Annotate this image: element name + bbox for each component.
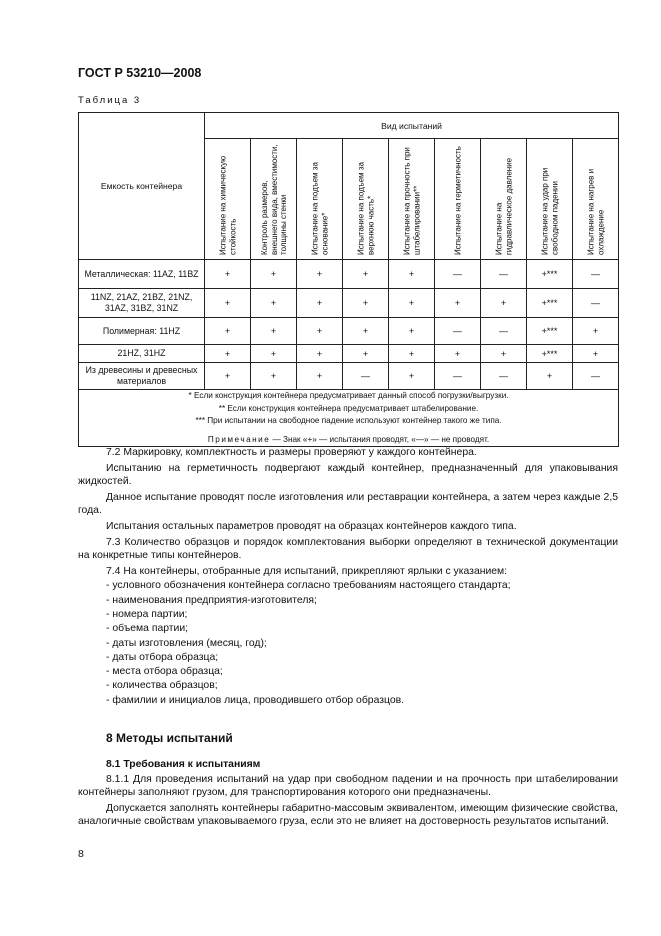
- table-cell: +: [205, 363, 251, 390]
- paragraph: Допускается заполнять контейнеры габаритно-массовым эквивалентом, имеющим физические свойства, аналогичные свойствам упаковываемого груза, если это не влияет на достоверность результатов испытаний.: [78, 803, 618, 827]
- row-label: 21HZ, 31HZ: [79, 345, 205, 363]
- column-header: [435, 139, 481, 260]
- table-cell: +: [205, 260, 251, 289]
- list-item: - даты отбора образца;: [106, 652, 219, 663]
- table-cell: +: [251, 260, 297, 289]
- table-cell: +: [389, 345, 435, 363]
- footnote: ** Если конструкция контейнера предусматривает штабелирование.: [218, 403, 479, 413]
- column-header-label: Испытание на удар при свободном падении: [540, 167, 559, 255]
- column-header: [297, 139, 343, 260]
- table-cell: —: [343, 363, 389, 390]
- table-cell: +: [343, 289, 389, 318]
- table-cell: +***: [527, 318, 573, 345]
- row-label: Металлическая: 11AZ, 11BZ: [79, 260, 205, 289]
- column-header: [573, 139, 619, 260]
- list-item: - фамилии и инициалов лица, проводившего отбор образцов.: [106, 695, 405, 706]
- table-row: [79, 363, 619, 390]
- list-item: - даты изготовления (месяц, год);: [106, 638, 267, 649]
- table-cell: —: [435, 363, 481, 390]
- column-header: [343, 139, 389, 260]
- table-cell: +: [297, 318, 343, 345]
- table-cell: +: [389, 260, 435, 289]
- paragraph: Испытания остальных параметров проводят на образцах контейнеров каждого типа.: [106, 521, 517, 532]
- table-cell: —: [573, 289, 619, 318]
- table-cell: +: [435, 289, 481, 318]
- column-header-label: Испытание на прочность при штабелировании**: [402, 147, 421, 255]
- list-item: - условного обозначения контейнера согласно требованиям настоящего стандарта;: [106, 580, 511, 591]
- table-cell: +: [573, 345, 619, 363]
- list-item: - места отбора образца;: [106, 666, 223, 677]
- table-cell: +: [251, 345, 297, 363]
- table-cell: +: [205, 345, 251, 363]
- paragraph: Испытанию на герметичность подвергают каждый контейнер, предназначенный для упаковывания жидкостей.: [78, 463, 618, 487]
- note-label: Примечание: [207, 434, 271, 444]
- table-cell: +: [389, 363, 435, 390]
- table-caption: Таблица 3: [78, 95, 142, 106]
- document-header: ГОСТ Р 53210—2008: [78, 66, 202, 80]
- column-header-label: Испытание на нагрев и охлаждение: [586, 168, 605, 255]
- table-cell: +: [527, 363, 573, 390]
- table-cell: +: [481, 345, 527, 363]
- table-cell: +: [343, 318, 389, 345]
- list-item: - объема партии;: [106, 623, 189, 634]
- table-cell: +: [297, 289, 343, 318]
- table-cell: +: [435, 345, 481, 363]
- list-item: - количества образцов;: [106, 680, 218, 691]
- row-label: 11NZ, 21AZ, 21BZ, 21NZ, 31AZ, 31BZ, 31NZ: [79, 289, 205, 318]
- table-cell: +***: [527, 260, 573, 289]
- table-cell: —: [573, 363, 619, 390]
- table-cell: +: [297, 260, 343, 289]
- row-label: Полимерная: 11HZ: [79, 318, 205, 345]
- table-cell: +***: [527, 289, 573, 318]
- paragraph: Данное испытание проводят после изготовления или реставрации контейнера, а затем через каждые 2,5 года.: [78, 492, 618, 516]
- footnote: * Если конструкция контейнера предусматривает данный способ погрузки/выгрузки.: [188, 391, 509, 400]
- table-cell: +: [251, 318, 297, 345]
- paragraph-7-4: 7.4 На контейнеры, отобранные для испытаний, прикрепляют ярлыки с указанием:: [106, 566, 508, 577]
- table-cell: +: [481, 289, 527, 318]
- table-cell: +: [205, 289, 251, 318]
- table-row: [79, 289, 619, 318]
- column-header: [205, 139, 251, 260]
- column-header-label: Испытание на химическую стойкость: [218, 155, 237, 255]
- table-cell: +: [297, 363, 343, 390]
- table-cell: —: [573, 260, 619, 289]
- paragraph-8-1-1: 8.1.1 Для проведения испытаний на удар при свободном падении и на прочность при штабелировании контейнеры заполняют грузом, для транспортирования которого они предназначены.: [78, 774, 618, 798]
- page-number: 8: [78, 848, 84, 860]
- note-text: — Знак «+» — испытания проводят, «—» — не проводят.: [270, 434, 490, 444]
- column-header-label: Испытание на подъем за верхнюю часть*: [356, 162, 375, 255]
- footnote: *** При испытании на свободное падение используют контейнер такого же типа.: [195, 416, 502, 425]
- table-footnotes: [79, 390, 619, 447]
- column-header-label: Испытание на гидравлическое давление: [494, 157, 513, 255]
- test-type-header: Вид испытаний: [205, 113, 619, 139]
- column-header: [527, 139, 573, 260]
- table-cell: —: [435, 260, 481, 289]
- section-8-title: 8 Методы испытаний: [106, 731, 233, 745]
- table-cell: +: [251, 289, 297, 318]
- column-header-label: Испытание на подъем за основание*: [310, 162, 329, 255]
- column-header-label: Испытание на герметичность: [452, 146, 462, 255]
- container-capacity-header: Емкость контейнера: [79, 113, 205, 260]
- table-cell: +: [389, 289, 435, 318]
- subsection-8-1-title: 8.1 Требования к испытаниям: [106, 759, 261, 770]
- table-cell: +: [343, 345, 389, 363]
- column-header: [251, 139, 297, 260]
- list-item: - номера партии;: [106, 609, 188, 620]
- list-item: - наименования предприятия-изготовителя;: [106, 595, 317, 606]
- table-cell: —: [481, 363, 527, 390]
- table-row: [79, 318, 619, 345]
- table-cell: +: [205, 318, 251, 345]
- table-cell: —: [481, 260, 527, 289]
- table-row: [79, 345, 619, 363]
- paragraph-7-3: 7.3 Количество образцов и порядок комплектования выборки определяют в технической документации на конкретные типы контейнеров.: [78, 537, 618, 561]
- table-note: [79, 434, 618, 447]
- column-header: [389, 139, 435, 260]
- column-header-label: Контроль размеров, внешнего вида, вместимости, толщины стенки: [259, 144, 288, 255]
- table-cell: +: [573, 318, 619, 345]
- table-cell: +: [389, 318, 435, 345]
- table-cell: +: [251, 363, 297, 390]
- table-cell: +***: [527, 345, 573, 363]
- table-cell: —: [481, 318, 527, 345]
- table-row: [79, 260, 619, 289]
- table-cell: +: [297, 345, 343, 363]
- tests-table: [78, 112, 619, 447]
- table-cell: +: [343, 260, 389, 289]
- paragraph-7-2: 7.2 Маркировку, комплектность и размеры проверяют у каждого контейнера.: [106, 447, 477, 458]
- column-header: [481, 139, 527, 260]
- row-label: Из древесины и древесных материалов: [79, 363, 205, 390]
- table-cell: —: [435, 318, 481, 345]
